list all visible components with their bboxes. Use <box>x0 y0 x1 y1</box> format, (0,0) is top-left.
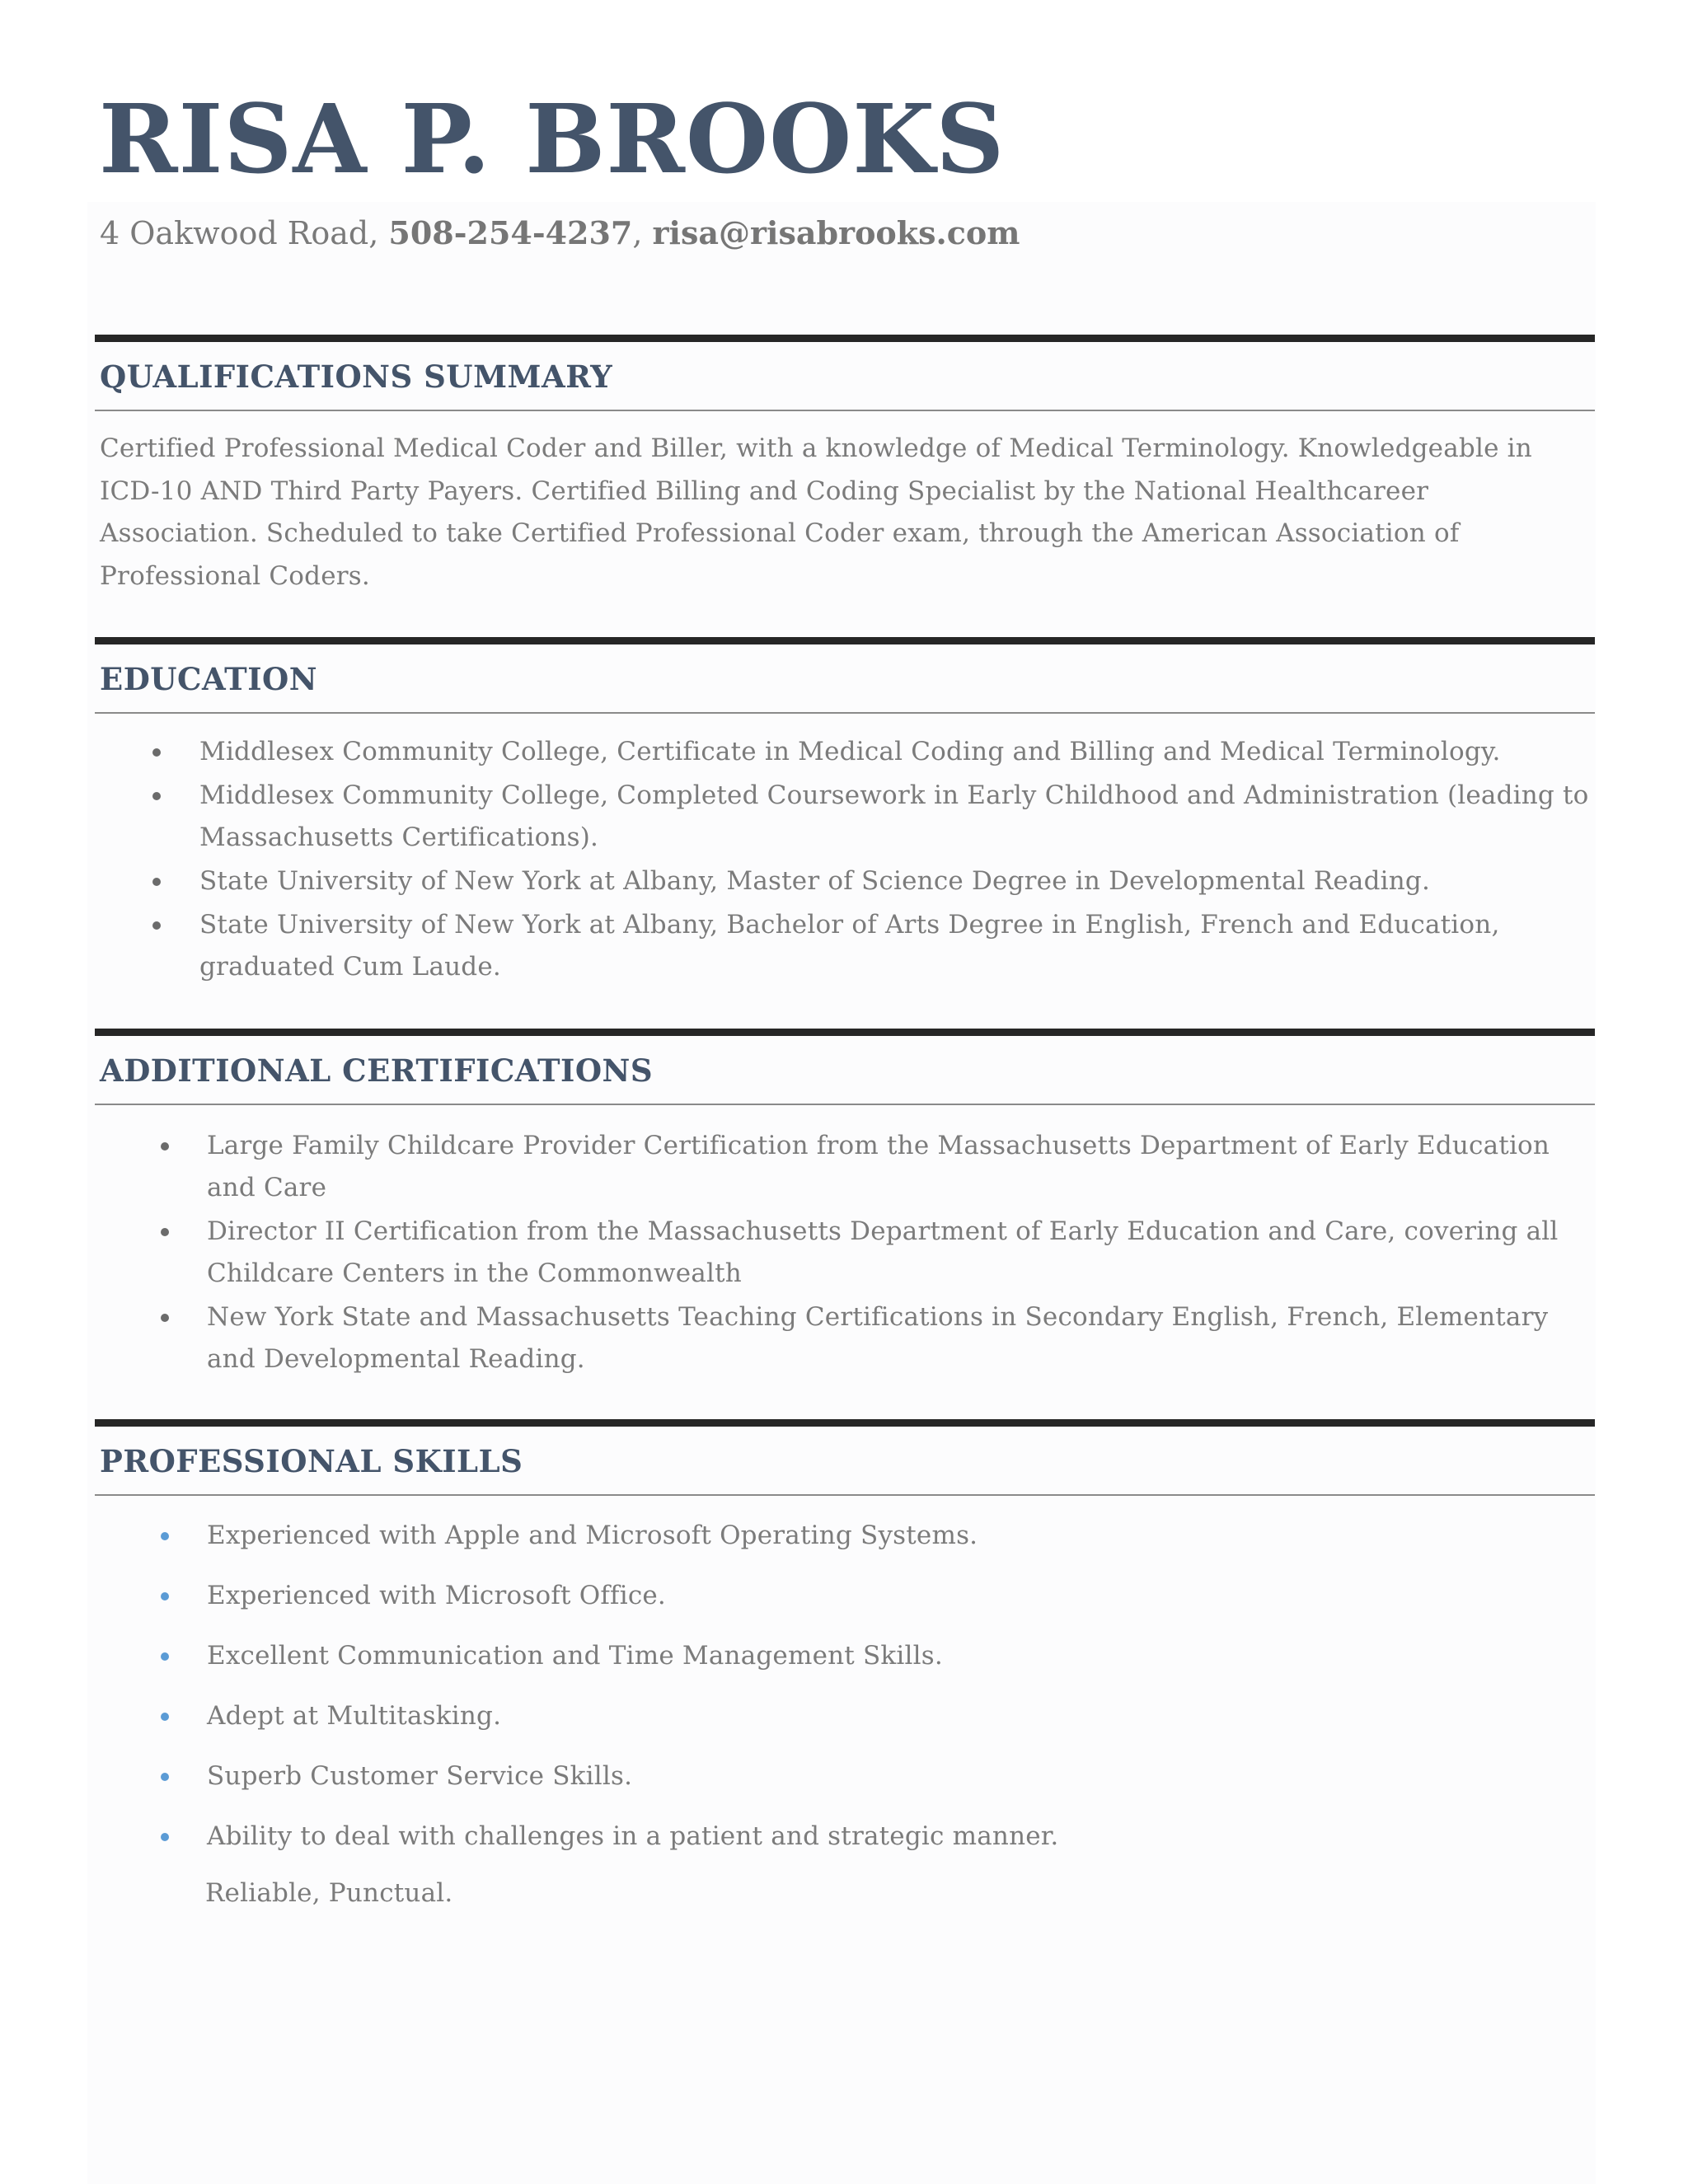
bullet-icon <box>161 1314 169 1322</box>
certification-item: Director II Certification from the Massachusetts Department of Early Education and Care, covering all Childcare Centers in the Commonwealth <box>207 1211 1600 1295</box>
education-title: EDUCATION <box>100 661 318 697</box>
education-item: Middlesex Community College, Completed Coursework in Early Childhood and Administration (leading to Massachusetts Certifications). <box>199 775 1601 859</box>
skill-item: Ability to deal with challenges in a patient and strategic manner. <box>207 1816 1600 1858</box>
bullet-icon <box>161 1713 169 1721</box>
bullet-icon <box>161 1532 169 1540</box>
bullet-icon <box>152 921 161 930</box>
section-underline <box>95 712 1595 714</box>
skill-item-trailing: Reliable, Punctual. <box>205 1878 453 1908</box>
section-divider <box>95 1419 1595 1427</box>
skills-list <box>207 1515 1600 1915</box>
section-underline <box>95 1104 1595 1105</box>
education-item: State University of New York at Albany, Master of Science Degree in Developmental Reading. <box>199 860 1601 902</box>
bullet-icon <box>152 792 161 800</box>
qualifications-text: Certified Professional Medical Coder and Biller, with a knowledge of Medical Terminology. Knowledgeable in ICD-10 AND Third Party Payers. Certified Billing and Coding Specialist by the National Healthcareer Association. Scheduled to take Certified Professional Coder exam, through the American Association of Professional Coders. <box>100 434 1532 591</box>
contact-email: risa@risabrooks.com <box>652 214 1020 251</box>
education-item: Middlesex Community College, Certificate in Medical Coding and Billing and Medical Terminology. <box>199 731 1601 773</box>
bullet-icon <box>161 1833 169 1841</box>
education-list <box>199 731 1601 988</box>
resume-name: RISA P. BROOKS <box>99 84 1006 195</box>
bullet-icon <box>161 1773 169 1781</box>
contact-line <box>100 210 1020 256</box>
certifications-list <box>207 1125 1600 1380</box>
bullet-icon <box>152 748 161 757</box>
skill-item: Adept at Multitasking. <box>207 1695 1600 1737</box>
bullet-icon <box>161 1592 169 1601</box>
skill-item: Experienced with Apple and Microsoft Operating Systems. <box>207 1515 1600 1557</box>
bullet-icon <box>161 1652 169 1661</box>
section-divider <box>95 637 1595 644</box>
skills-title: PROFESSIONAL SKILLS <box>100 1443 523 1479</box>
education-item: State University of New York at Albany, Bachelor of Arts Degree in English, French and Education, graduated Cum Laude. <box>199 904 1601 988</box>
contact-separator: , <box>632 215 653 251</box>
section-divider <box>95 335 1595 342</box>
skill-item: Excellent Communication and Time Management Skills. <box>207 1635 1600 1677</box>
section-divider <box>95 1029 1595 1036</box>
certification-item: Large Family Childcare Provider Certification from the Massachusetts Department of Early Education and Care <box>207 1125 1600 1209</box>
contact-address: 4 Oakwood Road, <box>100 215 389 251</box>
skill-item: Superb Customer Service Skills. <box>207 1755 1600 1797</box>
bullet-icon <box>152 878 161 886</box>
qualifications-title: QUALIFICATIONS SUMMARY <box>100 359 613 395</box>
bullet-icon <box>161 1142 169 1151</box>
section-underline <box>95 410 1595 411</box>
certification-item: New York State and Massachusetts Teaching Certifications in Secondary English, French, Elementary and Developmental Reading. <box>207 1296 1600 1380</box>
bullet-icon <box>161 1228 169 1236</box>
contact-phone: 508-254-4237 <box>388 214 633 251</box>
skill-item: Experienced with Microsoft Office. <box>207 1575 1600 1617</box>
certifications-title: ADDITIONAL CERTIFICATIONS <box>100 1052 654 1089</box>
section-underline <box>95 1494 1595 1496</box>
